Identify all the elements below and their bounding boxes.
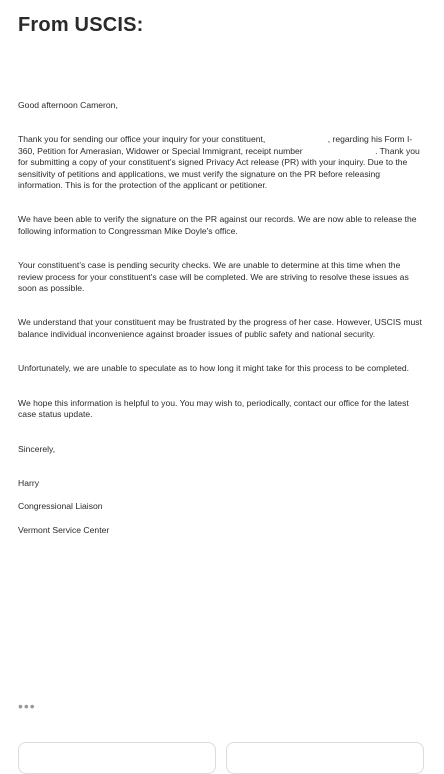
letter-paragraph-1-part-a: Thank you for sending our office your inquiry for your constituent, — [18, 134, 266, 145]
signer-title: Congressional Liaison — [18, 501, 103, 512]
letter-paragraph-6: We hope this information is helpful to you. You may wish to, periodically, contact our office for the latest case status update. — [18, 397, 409, 420]
letter-greeting: Good afternoon Cameron, — [18, 100, 118, 110]
signer-name: Harry — [18, 477, 40, 488]
bottom-card-left[interactable] — [18, 742, 216, 774]
bottom-card-right[interactable] — [226, 742, 424, 774]
signer-office: Vermont Service Center — [18, 524, 110, 535]
letter-paragraph-1-part-c: . Thank you for submitting a copy of your constituent's signed Privacy Act release (PR) with your inquiry. Due to the sensitivity of petitions and applications, we must verify the signature on the PR before releasing information. This is for the protection of the applicant or petitioner. — [18, 145, 420, 191]
letter-paragraph-1 — [18, 134, 422, 191]
letter-paragraph-3: Your constituent's case is pending security checks. We are unable to determine at this time when the review process for your constituent's case will be completed. We are striving to resolve these issues as soon as possible. — [18, 260, 409, 294]
letter-paragraph-1-part-b: , regarding his Form I-360, Petition for Amerasian, Widower or Special Immigrant, receipt number — [18, 134, 413, 156]
more-options-icon[interactable]: ••• — [18, 698, 36, 714]
letter-paragraph-5: Unfortunately, we are unable to speculate as to how long it might take for this process to be completed. — [18, 363, 410, 374]
redacted-receipt-number — [305, 148, 375, 156]
redacted-name — [268, 136, 328, 144]
letter-paragraph-4: We understand that your constituent may be frustrated by the progress of her case. However, USCIS must balance individual inconvenience against broader issues of public safety and national security. — [18, 317, 422, 339]
post-heading: From USCIS: — [18, 14, 144, 36]
letter-paragraph-2: We have been able to verify the signature on the PR against our records. We are now able to release the following information to Congressman Mike Doyle's office. — [18, 214, 417, 236]
letter-closing: Sincerely, — [18, 443, 56, 454]
letter-body — [18, 100, 422, 536]
